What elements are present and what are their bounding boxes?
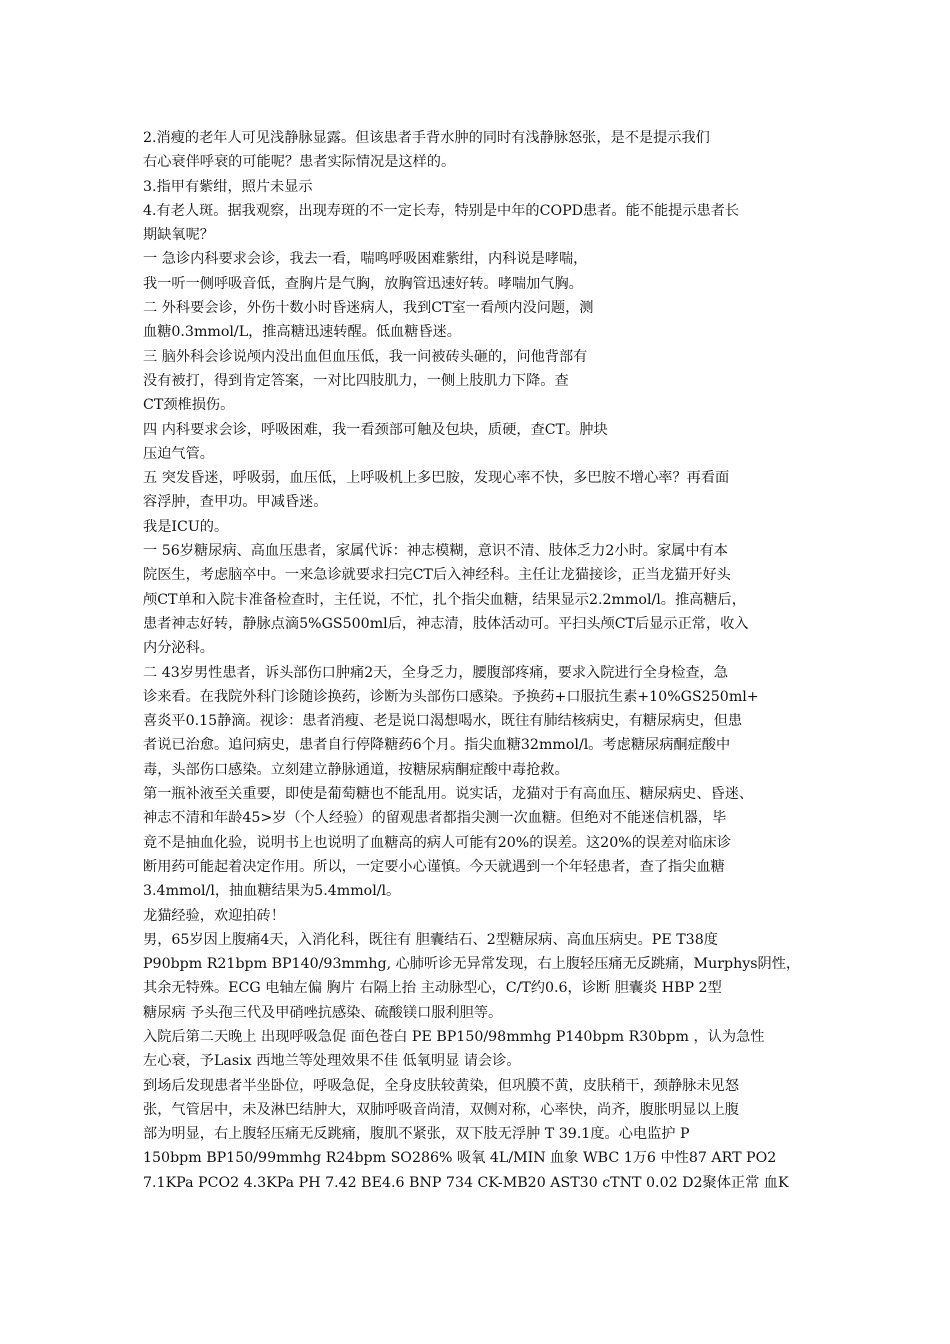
text-line: 我一听一侧呼吸音低，查胸片是气胸，放胸管迅速好转。哮喘加气胸。: [143, 275, 583, 292]
text-line: 神志不清和年龄45>岁（个人经验）的留观患者都指尖测一次血糖。但绝对不能迷信机器，毕: [143, 810, 727, 827]
text-line: 压迫气管。: [143, 445, 214, 462]
text-line: 容浮肿，查甲功。甲减昏迷。: [143, 494, 328, 511]
text-line: 150bpm BP150/99mmhg R24bpm SO286% 吸氧 4L/MIN 血象 WBC 1万6 中性87 ART PO2: [143, 1150, 777, 1167]
text-line: 我是ICU的。: [143, 518, 229, 535]
text-line: 诊来看。在我院外科门诊随诊换药，诊断为头部伤口感染。予换药+口服抗生素+10%GS250ml+: [143, 688, 759, 705]
text-line: 一 急诊内科要求会诊，我去一看，喘鸣呼吸困难紫绀，内科说是哮喘，: [143, 251, 588, 268]
document-body: [143, 126, 823, 1195]
text-line: 喜炎平0.15静滴。视诊：患者消瘦、老是说口渴想喝水，既往有肺结核病史，有糖尿病史，但患: [143, 713, 743, 730]
text-line: 五 突发昏迷，呼吸弱，血压低，上呼吸机上多巴胺，发现心率不快，多巴胺不增心率？再看面: [143, 470, 730, 487]
text-line: 到场后发现患者半坐卧位，呼吸急促，全身皮肤较黄染，但巩膜不黄，皮肤稍干，颈静脉未见怒: [143, 1077, 739, 1094]
text-line: 内分泌科。: [143, 640, 214, 657]
text-line: 院医生，考虑脑卒中。一来急诊就要求扫完CT后入神经科。主任让龙猫接诊，正当龙猫开好头: [143, 567, 731, 584]
text-line: 4.有老人斑。据我观察，出现寿斑的不一定长寿，特别是中年的COPD患者。能不能提示患者长: [143, 202, 740, 219]
text-line: 糖尿病 予头孢三代及甲硝唑抗感染、硫酸镁口服利胆等。: [143, 1004, 503, 1021]
text-line: 3.4mmol/l，抽血糖结果为5.4mmol/l。: [143, 883, 401, 900]
text-line: 断用药可能起着决定作用。所以，一定要小心谨慎。今天就遇到一个年轻患者，查了指尖血糖: [143, 858, 725, 875]
text-line: 右心衰伴呼衰的可能呢？患者实际情况是这样的。: [143, 154, 456, 171]
text-line: 没有被打，得到肯定答案，一对比四肢肌力，一侧上肢肌力下降。查: [143, 372, 569, 389]
text-line: 一 56岁糖尿病、高血压患者，家属代诉：神志模糊，意识不清、肢体乏力2小时。家属中有本: [143, 543, 728, 560]
text-line: 颅CT单和入院卡准备检查时，主任说，不忙，扎个指尖血糖，结果显示2.2mmol/l。推高糖后，: [143, 591, 746, 608]
text-line: 竟不是抽血化验，说明书上也说明了血糖高的病人可能有20%的误差。这20%的误差对临床诊: [143, 834, 732, 851]
text-line: 三 脑外科会诊说颅内没出血但血压低，我一问被砖头砸的，问他背部有: [143, 348, 588, 365]
text-line: 四 内科要求会诊，呼吸困难，我一看颈部可触及包块，质硬，查CT。肿块: [143, 421, 608, 438]
text-line: 2.消瘦的老年人可见浅静脉显露。但该患者手背水肿的同时有浅静脉怒张，是不是提示我们: [143, 130, 710, 146]
text-line: 张，气管居中，未及淋巴结肿大，双肺呼吸音尚清，双侧对称，心率快，尚齐，腹胀明显以上腹: [143, 1101, 739, 1118]
text-line: 毒，头部伤口感染。立刻建立静脉通道，按糖尿病酮症酸中毒抢救。: [143, 761, 569, 778]
text-line: 龙猫经验，欢迎拍砖！: [143, 907, 285, 924]
text-line: CT颈椎损伤。: [143, 397, 235, 414]
text-line: 入院后第二天晚上 出现呼吸急促 面色苍白 PE BP150/98mmhg P140bpm R30bpm ，认为急性: [143, 1028, 765, 1045]
text-line: 3.指甲有紫绀，照片未显示: [143, 178, 313, 195]
text-line: 二 外科要会诊，外伤十数小时昏迷病人，我到CT室一看颅内没问题，测: [143, 300, 594, 317]
text-line: 二 43岁男性患者，诉头部伤口肿痛2天，全身乏力，腰腹部疼痛，要求入院进行全身检查，急: [143, 664, 728, 681]
text-line: 7.1KPa PCO2 4.3KPa PH 7.42 BE4.6 BNP 734 CK-MB20 AST30 cTNT 0.02 D2聚体正常 血K: [143, 1174, 789, 1191]
text-line: 男，65岁因上腹痛4天，入消化科，既往有 胆囊结石、2型糖尿病、高血压病史。PE T38度: [143, 931, 718, 948]
text-line: 第一瓶补液至关重要，即使是葡萄糖也不能乱用。说实话，龙猫对于有高血压、糖尿病史、昏迷、: [143, 786, 754, 803]
text-line: 部为明显，右上腹轻压痛无反跳痛，腹肌不紧张，双下肢无浮肿 T 39.1度。心电监护 P: [143, 1126, 690, 1143]
text-line: 左心衰，予Lasix 西地兰等处理效果不佳 低氧明显 请会诊。: [143, 1053, 521, 1070]
text-line: 患者神志好转，静脉点滴5%GS500ml后，神志清，肢体活动可。平扫头颅CT后显示正常，收入: [143, 615, 749, 632]
text-line: 血糖0.3mmol/L，推高糖迅速转醒。低血糖昏迷。: [143, 324, 461, 341]
text-line: 者说已治愈。追问病史，患者自行停降糖药6个月。指尖血糖32mmol/l。考虑糖尿病酮症酸中: [143, 737, 731, 754]
text-line: P90bpm R21bpm BP140/93mmhg, 心肺听诊无异常发现，右上腹轻压痛无反跳痛，Murphys阴性，: [143, 956, 801, 973]
text-line: 其余无特殊。ECG 电轴左偏 胸片 右隔上抬 主动脉型心，C/T约0.6，诊断 胆囊炎 HBP 2型: [143, 980, 722, 997]
text-line: 期缺氧呢？: [143, 227, 214, 244]
